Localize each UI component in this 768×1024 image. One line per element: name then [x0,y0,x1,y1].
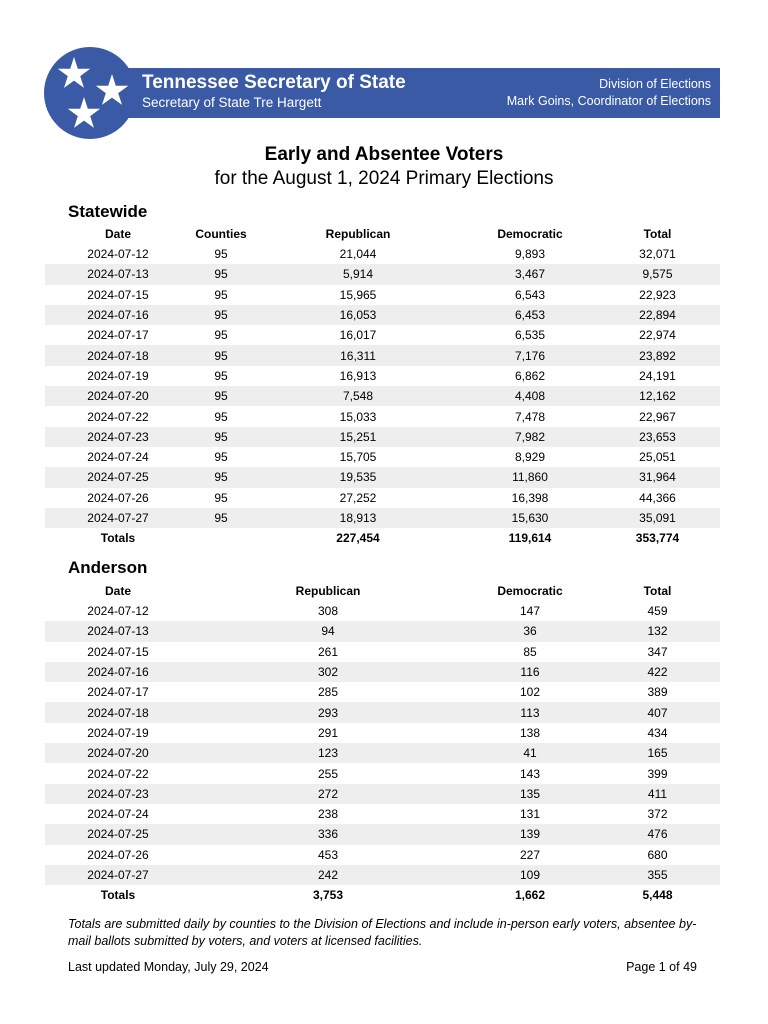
table-row [45,865,720,885]
republican-cell: 15,033 [339,409,377,424]
table-row [45,345,720,365]
date-cell: 2024-07-24 [87,807,149,822]
date-cell: 2024-07-25 [45,824,191,844]
last-updated: Last updated Monday, July 29, 2024 [68,960,269,974]
total-cell: 434 [647,725,668,740]
date-cell: 2024-07-19 [87,725,149,740]
total-cell: 22,894 [595,305,720,325]
column-header-republican: Republican [295,584,361,598]
table-row [45,682,720,702]
democratic-cell: 11,860 [465,467,595,487]
republican-cell: 336 [191,824,465,844]
date-cell: 2024-07-12 [87,247,149,262]
table-row [45,427,720,447]
table-row [45,824,720,844]
table-row [45,467,720,487]
date-cell: 2024-07-19 [87,368,149,383]
totals-republican: 3,753 [312,888,344,903]
total-cell: 165 [595,743,720,763]
republican-cell: 272 [191,784,465,804]
org-subtitle: Secretary of State Tre Hargett [142,95,322,110]
page-subtitle: for the August 1, 2024 Primary Elections [214,168,554,189]
total-cell: 372 [647,807,668,822]
date-cell: 2024-07-26 [87,490,149,505]
anderson-heading: Anderson [68,558,148,577]
total-cell: 32,071 [639,247,676,262]
date-cell: 2024-07-20 [45,386,191,406]
republican-cell: 27,252 [339,490,377,505]
democratic-cell: 6,862 [514,368,546,383]
totals-democratic: 119,614 [508,531,552,546]
republican-cell: 308 [317,604,339,619]
total-cell: 459 [647,604,668,619]
democratic-cell: 6,535 [514,328,546,343]
counties-cell: 95 [214,409,228,424]
table-row [45,366,720,386]
statewide-heading: Statewide [68,202,148,221]
table-row [45,723,720,743]
democratic-cell: 139 [465,824,595,844]
republican-cell: 293 [191,702,465,722]
totals-label: Totals [100,531,136,546]
column-header-date: Date [104,227,131,241]
table-row [45,743,720,763]
column-header-total: Total [643,227,672,241]
republican-cell: 242 [191,865,465,885]
column-header-democratic: Democratic [497,227,563,241]
anderson-rows [45,601,720,885]
republican-cell: 15,705 [339,450,377,465]
column-header-republican: Republican [325,227,391,241]
statewide-rows [45,244,720,528]
republican-cell: 285 [317,685,339,700]
total-cell: 407 [595,702,720,722]
totals-counties [191,528,251,548]
republican-cell: 18,913 [251,508,465,528]
republican-cell: 16,913 [339,368,377,383]
date-cell: 2024-07-12 [87,604,149,619]
column-header-counties: Counties [195,227,247,241]
division-subtitle: Mark Goins, Coordinator of Elections [506,94,711,108]
counties-cell: 95 [214,247,228,262]
democratic-cell: 7,982 [465,427,595,447]
republican-cell: 302 [191,662,465,682]
table-row [45,386,720,406]
counties-cell: 95 [214,287,228,302]
democratic-cell: 102 [519,685,541,700]
total-cell: 22,923 [639,287,676,302]
tristar-seal-icon [44,47,136,139]
democratic-cell: 147 [519,604,541,619]
date-cell: 2024-07-17 [87,685,149,700]
republican-cell: 16,053 [251,305,465,325]
counties-cell: 95 [214,368,228,383]
total-cell: 22,974 [639,328,676,343]
date-cell: 2024-07-16 [45,662,191,682]
democratic-cell: 109 [465,865,595,885]
republican-cell: 94 [191,621,465,641]
table-row [45,305,720,325]
democratic-cell: 7,478 [514,409,546,424]
table-header-row [45,581,720,601]
republican-cell: 291 [317,725,339,740]
total-cell: 44,366 [639,490,676,505]
total-cell: 23,653 [595,427,720,447]
date-cell: 2024-07-18 [45,345,191,365]
counties-cell: 95 [191,427,251,447]
republican-cell: 7,548 [251,386,465,406]
democratic-cell: 227 [519,847,541,862]
democratic-cell: 16,398 [511,490,549,505]
republican-cell: 453 [317,847,339,862]
page-title: Early and Absentee Voters [264,144,504,165]
total-cell: 399 [647,766,668,781]
total-cell: 9,575 [595,264,720,284]
democratic-cell: 143 [519,766,541,781]
column-header-total: Total [643,584,672,598]
republican-cell: 261 [317,644,339,659]
democratic-cell: 6,453 [465,305,595,325]
democratic-cell: 6,543 [514,287,546,302]
democratic-cell: 4,408 [465,386,595,406]
table-row [45,508,720,528]
totals-democratic: 1,662 [514,888,546,903]
total-cell: 12,162 [595,386,720,406]
counties-cell: 95 [191,345,251,365]
column-header-date: Date [104,584,131,598]
column-header-democratic: Democratic [497,584,563,598]
total-cell: 132 [595,621,720,641]
democratic-cell: 9,893 [514,247,546,262]
democratic-cell: 138 [519,725,541,740]
republican-cell: 123 [191,743,465,763]
date-cell: 2024-07-16 [45,305,191,325]
total-cell: 25,051 [639,450,676,465]
total-cell: 476 [595,824,720,844]
counties-cell: 95 [214,328,228,343]
total-cell: 355 [595,865,720,885]
anderson-table [45,581,720,905]
democratic-cell: 113 [465,702,595,722]
division-title: Division of Elections [599,77,711,91]
table-row [45,325,720,345]
republican-cell: 21,044 [339,247,377,262]
totals-label: Totals [100,888,136,903]
total-cell: 347 [647,644,668,659]
table-row [45,784,720,804]
date-cell: 2024-07-15 [87,644,149,659]
democratic-cell: 135 [465,784,595,804]
counties-cell: 95 [191,264,251,284]
democratic-cell: 41 [465,743,595,763]
total-cell: 389 [647,685,668,700]
totals-row [45,885,720,905]
table-row [45,642,720,662]
total-cell: 422 [595,662,720,682]
table-row [45,447,720,467]
totals-total: 5,448 [642,888,673,903]
table-row [45,763,720,783]
total-cell: 24,191 [639,368,676,383]
table-row [45,285,720,305]
table-row [45,406,720,426]
date-cell: 2024-07-27 [45,865,191,885]
democratic-cell: 116 [465,662,595,682]
democratic-cell: 85 [523,644,537,659]
date-cell: 2024-07-26 [87,847,149,862]
republican-cell: 5,914 [251,264,465,284]
counties-cell: 95 [191,508,251,528]
table-row [45,621,720,641]
org-title: Tennessee Secretary of State [142,72,406,93]
republican-cell: 15,251 [251,427,465,447]
totals-total: 353,774 [635,531,680,546]
counties-cell: 95 [191,305,251,325]
table-header-row [45,224,720,244]
total-cell: 31,964 [595,467,720,487]
totals-republican: 227,454 [336,531,380,546]
total-cell: 22,967 [639,409,676,424]
democratic-cell: 8,929 [514,450,546,465]
table-row [45,845,720,865]
table-row [45,244,720,264]
democratic-cell: 7,176 [465,345,595,365]
counties-cell: 95 [214,490,228,505]
date-cell: 2024-07-13 [45,264,191,284]
page-number: Page 1 of 49 [626,960,697,974]
totals-row [45,528,720,548]
table-row [45,702,720,722]
republican-cell: 238 [317,807,339,822]
republican-cell: 19,535 [251,467,465,487]
table-row [45,488,720,508]
footnote: Totals are submitted daily by counties to the Division of Elections and include in-person early voters, absentee by-mail ballots submitted by voters, and voters at licensed facilities. [68,917,697,948]
total-cell: 35,091 [595,508,720,528]
table-row [45,662,720,682]
democratic-cell: 36 [465,621,595,641]
republican-cell: 16,311 [251,345,465,365]
date-cell: 2024-07-13 [45,621,191,641]
date-cell: 2024-07-23 [45,784,191,804]
counties-cell: 95 [191,386,251,406]
date-cell: 2024-07-23 [45,427,191,447]
date-cell: 2024-07-18 [45,702,191,722]
republican-cell: 15,965 [339,287,377,302]
republican-cell: 16,017 [339,328,377,343]
table-row [45,804,720,824]
date-cell: 2024-07-24 [87,450,149,465]
date-cell: 2024-07-20 [45,743,191,763]
counties-cell: 95 [191,467,251,487]
republican-cell: 255 [317,766,339,781]
table-row [45,601,720,621]
counties-cell: 95 [214,450,228,465]
democratic-cell: 15,630 [465,508,595,528]
statewide-table [45,224,720,548]
date-cell: 2024-07-25 [45,467,191,487]
table-row [45,264,720,284]
democratic-cell: 3,467 [465,264,595,284]
total-cell: 411 [595,784,720,804]
date-cell: 2024-07-17 [87,328,149,343]
democratic-cell: 131 [519,807,541,822]
total-cell: 680 [647,847,668,862]
date-cell: 2024-07-22 [87,766,149,781]
date-cell: 2024-07-22 [87,409,149,424]
date-cell: 2024-07-27 [45,508,191,528]
total-cell: 23,892 [595,345,720,365]
date-cell: 2024-07-15 [87,287,149,302]
